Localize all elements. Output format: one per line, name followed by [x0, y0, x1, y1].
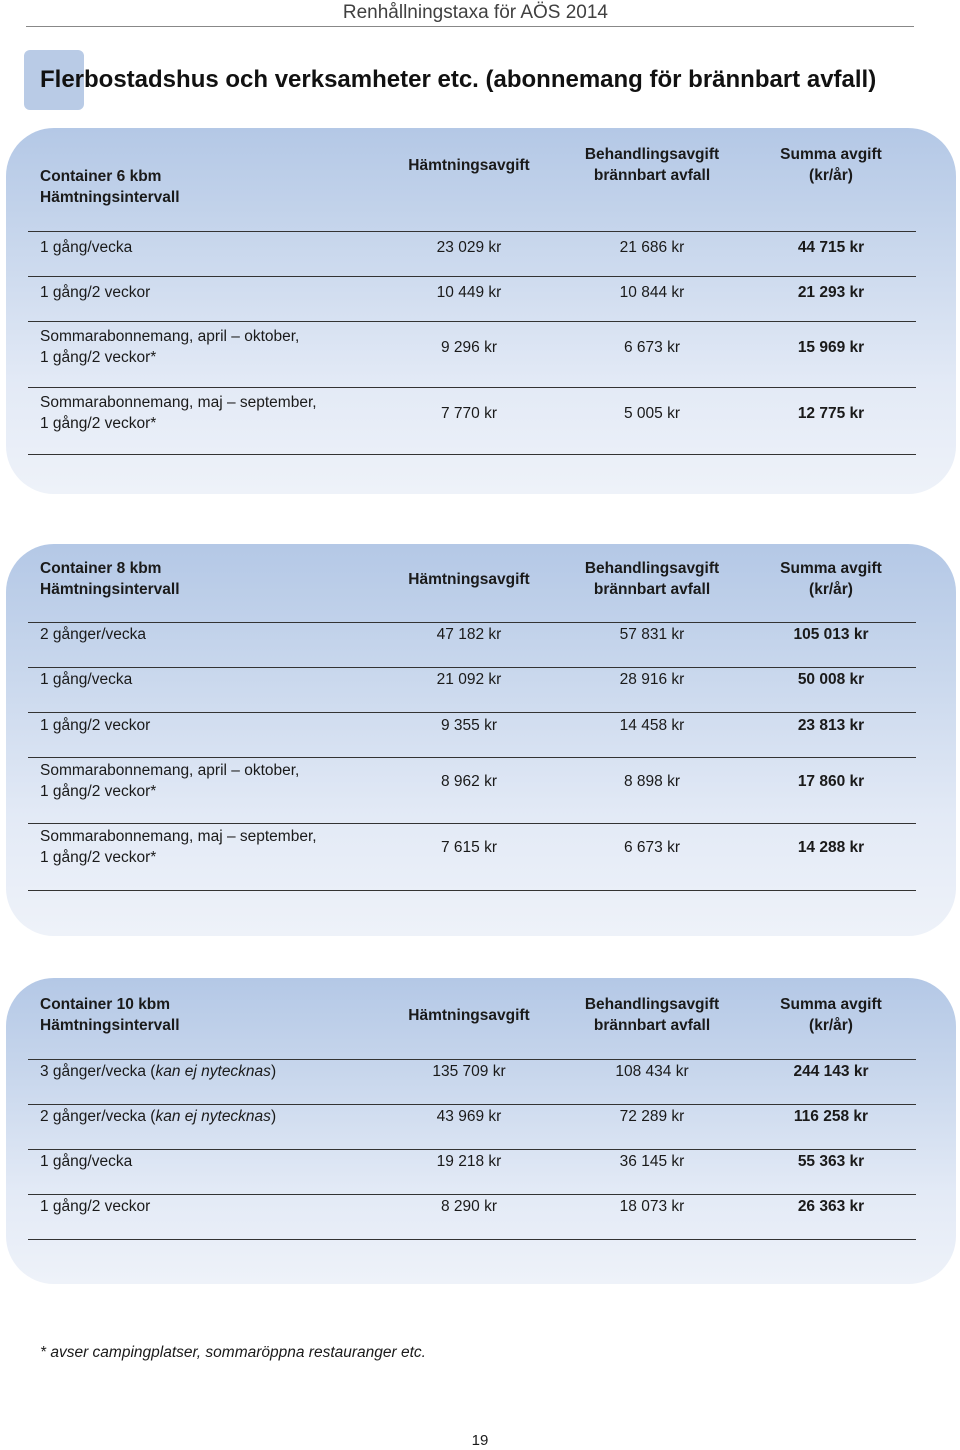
- interval-cell: Sommarabonnemang, april – oktober, 1 gång/2 veckor*: [40, 762, 300, 800]
- page-number: 19: [471, 1432, 489, 1449]
- total-cell: 15 969 kr: [797, 339, 865, 356]
- treatment-cell: 5 005 kr: [623, 405, 680, 422]
- total-cell: 55 363 kr: [797, 1153, 865, 1170]
- container-size-label: Container 10 kbm Hämtningsintervall: [40, 996, 180, 1034]
- interval-cell: 3 gånger/vecka (kan ej nytecknas): [40, 1063, 277, 1080]
- treatment-cell: 14 458 kr: [619, 717, 685, 734]
- treatment-cell: 36 145 kr: [619, 1153, 685, 1170]
- fee-cell: 19 218 kr: [436, 1153, 502, 1170]
- fee-cell: 9 296 kr: [440, 339, 497, 356]
- header-divider: [26, 26, 914, 27]
- page-heading: Flerbostadshus och verksamheter etc. (abonnemang för brännbart avfall): [40, 66, 877, 93]
- treatment-column-header: Behandlingsavgift brännbart avfall: [584, 996, 720, 1034]
- table-header-row: [28, 544, 916, 623]
- treatment-cell: 10 844 kr: [619, 284, 685, 301]
- treatment-cell: 28 916 kr: [619, 671, 685, 688]
- treatment-column-header: Behandlingsavgift brännbart avfall: [584, 146, 720, 184]
- document-header-title: Renhållningstaxa för AÖS 2014: [342, 2, 608, 23]
- interval-cell: Sommarabonnemang, maj – september, 1 gång/2 veckor*: [40, 828, 317, 866]
- fee-cell: 21 092 kr: [436, 671, 502, 688]
- total-cell: 50 008 kr: [797, 671, 865, 688]
- table-header-row: [28, 978, 916, 1060]
- fee-cell: 8 290 kr: [440, 1198, 497, 1215]
- total-column-header: Summa avgift (kr/år): [780, 996, 882, 1034]
- total-cell: 23 813 kr: [797, 717, 865, 734]
- fee-column-header: Hämtningsavgift: [408, 157, 530, 174]
- not-renewable-note: kan ej nytecknas: [155, 1063, 271, 1080]
- fee-cell: 43 969 kr: [436, 1108, 502, 1125]
- table-header-row: [28, 128, 916, 232]
- total-cell: 14 288 kr: [797, 839, 865, 856]
- treatment-column-header: Behandlingsavgift brännbart avfall: [584, 560, 720, 598]
- interval-cell: 1 gång/vecka: [40, 671, 133, 688]
- treatment-cell: 108 434 kr: [615, 1063, 689, 1080]
- table-row: [28, 668, 916, 713]
- table-row: [28, 1150, 916, 1195]
- treatment-cell: 18 073 kr: [619, 1198, 685, 1215]
- treatment-cell: 57 831 kr: [619, 626, 685, 643]
- treatment-cell: 72 289 kr: [619, 1108, 685, 1125]
- table-row: [28, 1195, 916, 1240]
- container-6-panel: [6, 128, 956, 494]
- table-row: [28, 1060, 916, 1105]
- container-10-panel: [6, 978, 956, 1284]
- fee-cell: 23 029 kr: [436, 239, 502, 256]
- interval-cell: Sommarabonnemang, maj – september, 1 gång/2 veckor*: [40, 394, 317, 432]
- interval-cell: Sommarabonnemang, april – oktober, 1 gång/2 veckor*: [40, 328, 300, 366]
- table-row: [28, 277, 916, 322]
- interval-cell: 1 gång/vecka: [40, 239, 133, 256]
- fee-column-header: Hämtningsavgift: [408, 571, 530, 588]
- treatment-cell: 8 898 kr: [623, 773, 680, 790]
- container-8-panel: [6, 544, 956, 936]
- treatment-cell: 6 673 kr: [623, 839, 680, 856]
- fee-cell: 7 615 kr: [440, 839, 497, 856]
- table-row: [28, 322, 916, 388]
- container-size-label: Container 6 kbm Hämtningsintervall: [40, 168, 180, 206]
- total-cell: 105 013 kr: [793, 626, 869, 643]
- table-row: [28, 232, 916, 277]
- container-size-label: Container 8 kbm Hämtningsintervall: [40, 560, 180, 598]
- fee-cell: 8 962 kr: [440, 773, 497, 790]
- interval-cell: 2 gånger/vecka: [40, 626, 146, 643]
- table-row: [28, 1105, 916, 1150]
- treatment-cell: 6 673 kr: [623, 339, 680, 356]
- total-column-header: Summa avgift (kr/år): [780, 560, 882, 598]
- total-column-header: Summa avgift (kr/år): [780, 146, 882, 184]
- interval-cell: 1 gång/2 veckor: [40, 284, 151, 301]
- fee-cell: 10 449 kr: [436, 284, 502, 301]
- footnote: * avser campingplatser, sommaröppna restauranger etc.: [40, 1344, 426, 1361]
- interval-cell: 1 gång/vecka: [40, 1153, 133, 1170]
- not-renewable-note: kan ej nytecknas: [155, 1108, 271, 1125]
- table-row: [28, 758, 916, 824]
- total-cell: 12 775 kr: [797, 405, 865, 422]
- total-cell: 116 258 kr: [793, 1108, 869, 1125]
- total-cell: 21 293 kr: [797, 284, 865, 301]
- table-row: [28, 824, 916, 891]
- interval-cell: 1 gång/2 veckor: [40, 1198, 151, 1215]
- fee-cell: 135 709 kr: [432, 1063, 506, 1080]
- total-cell: 44 715 kr: [797, 239, 865, 256]
- table-row: [28, 388, 916, 455]
- total-cell: 17 860 kr: [797, 773, 865, 790]
- total-cell: 244 143 kr: [793, 1063, 869, 1080]
- fee-cell: 47 182 kr: [436, 626, 502, 643]
- total-cell: 26 363 kr: [797, 1198, 865, 1215]
- fee-cell: 7 770 kr: [440, 405, 497, 422]
- fee-cell: 9 355 kr: [440, 717, 497, 734]
- treatment-cell: 21 686 kr: [619, 239, 685, 256]
- table-row: [28, 623, 916, 668]
- interval-cell: 2 gånger/vecka (kan ej nytecknas): [40, 1108, 277, 1125]
- interval-cell: 1 gång/2 veckor: [40, 717, 151, 734]
- table-row: [28, 713, 916, 758]
- fee-column-header: Hämtningsavgift: [408, 1007, 530, 1024]
